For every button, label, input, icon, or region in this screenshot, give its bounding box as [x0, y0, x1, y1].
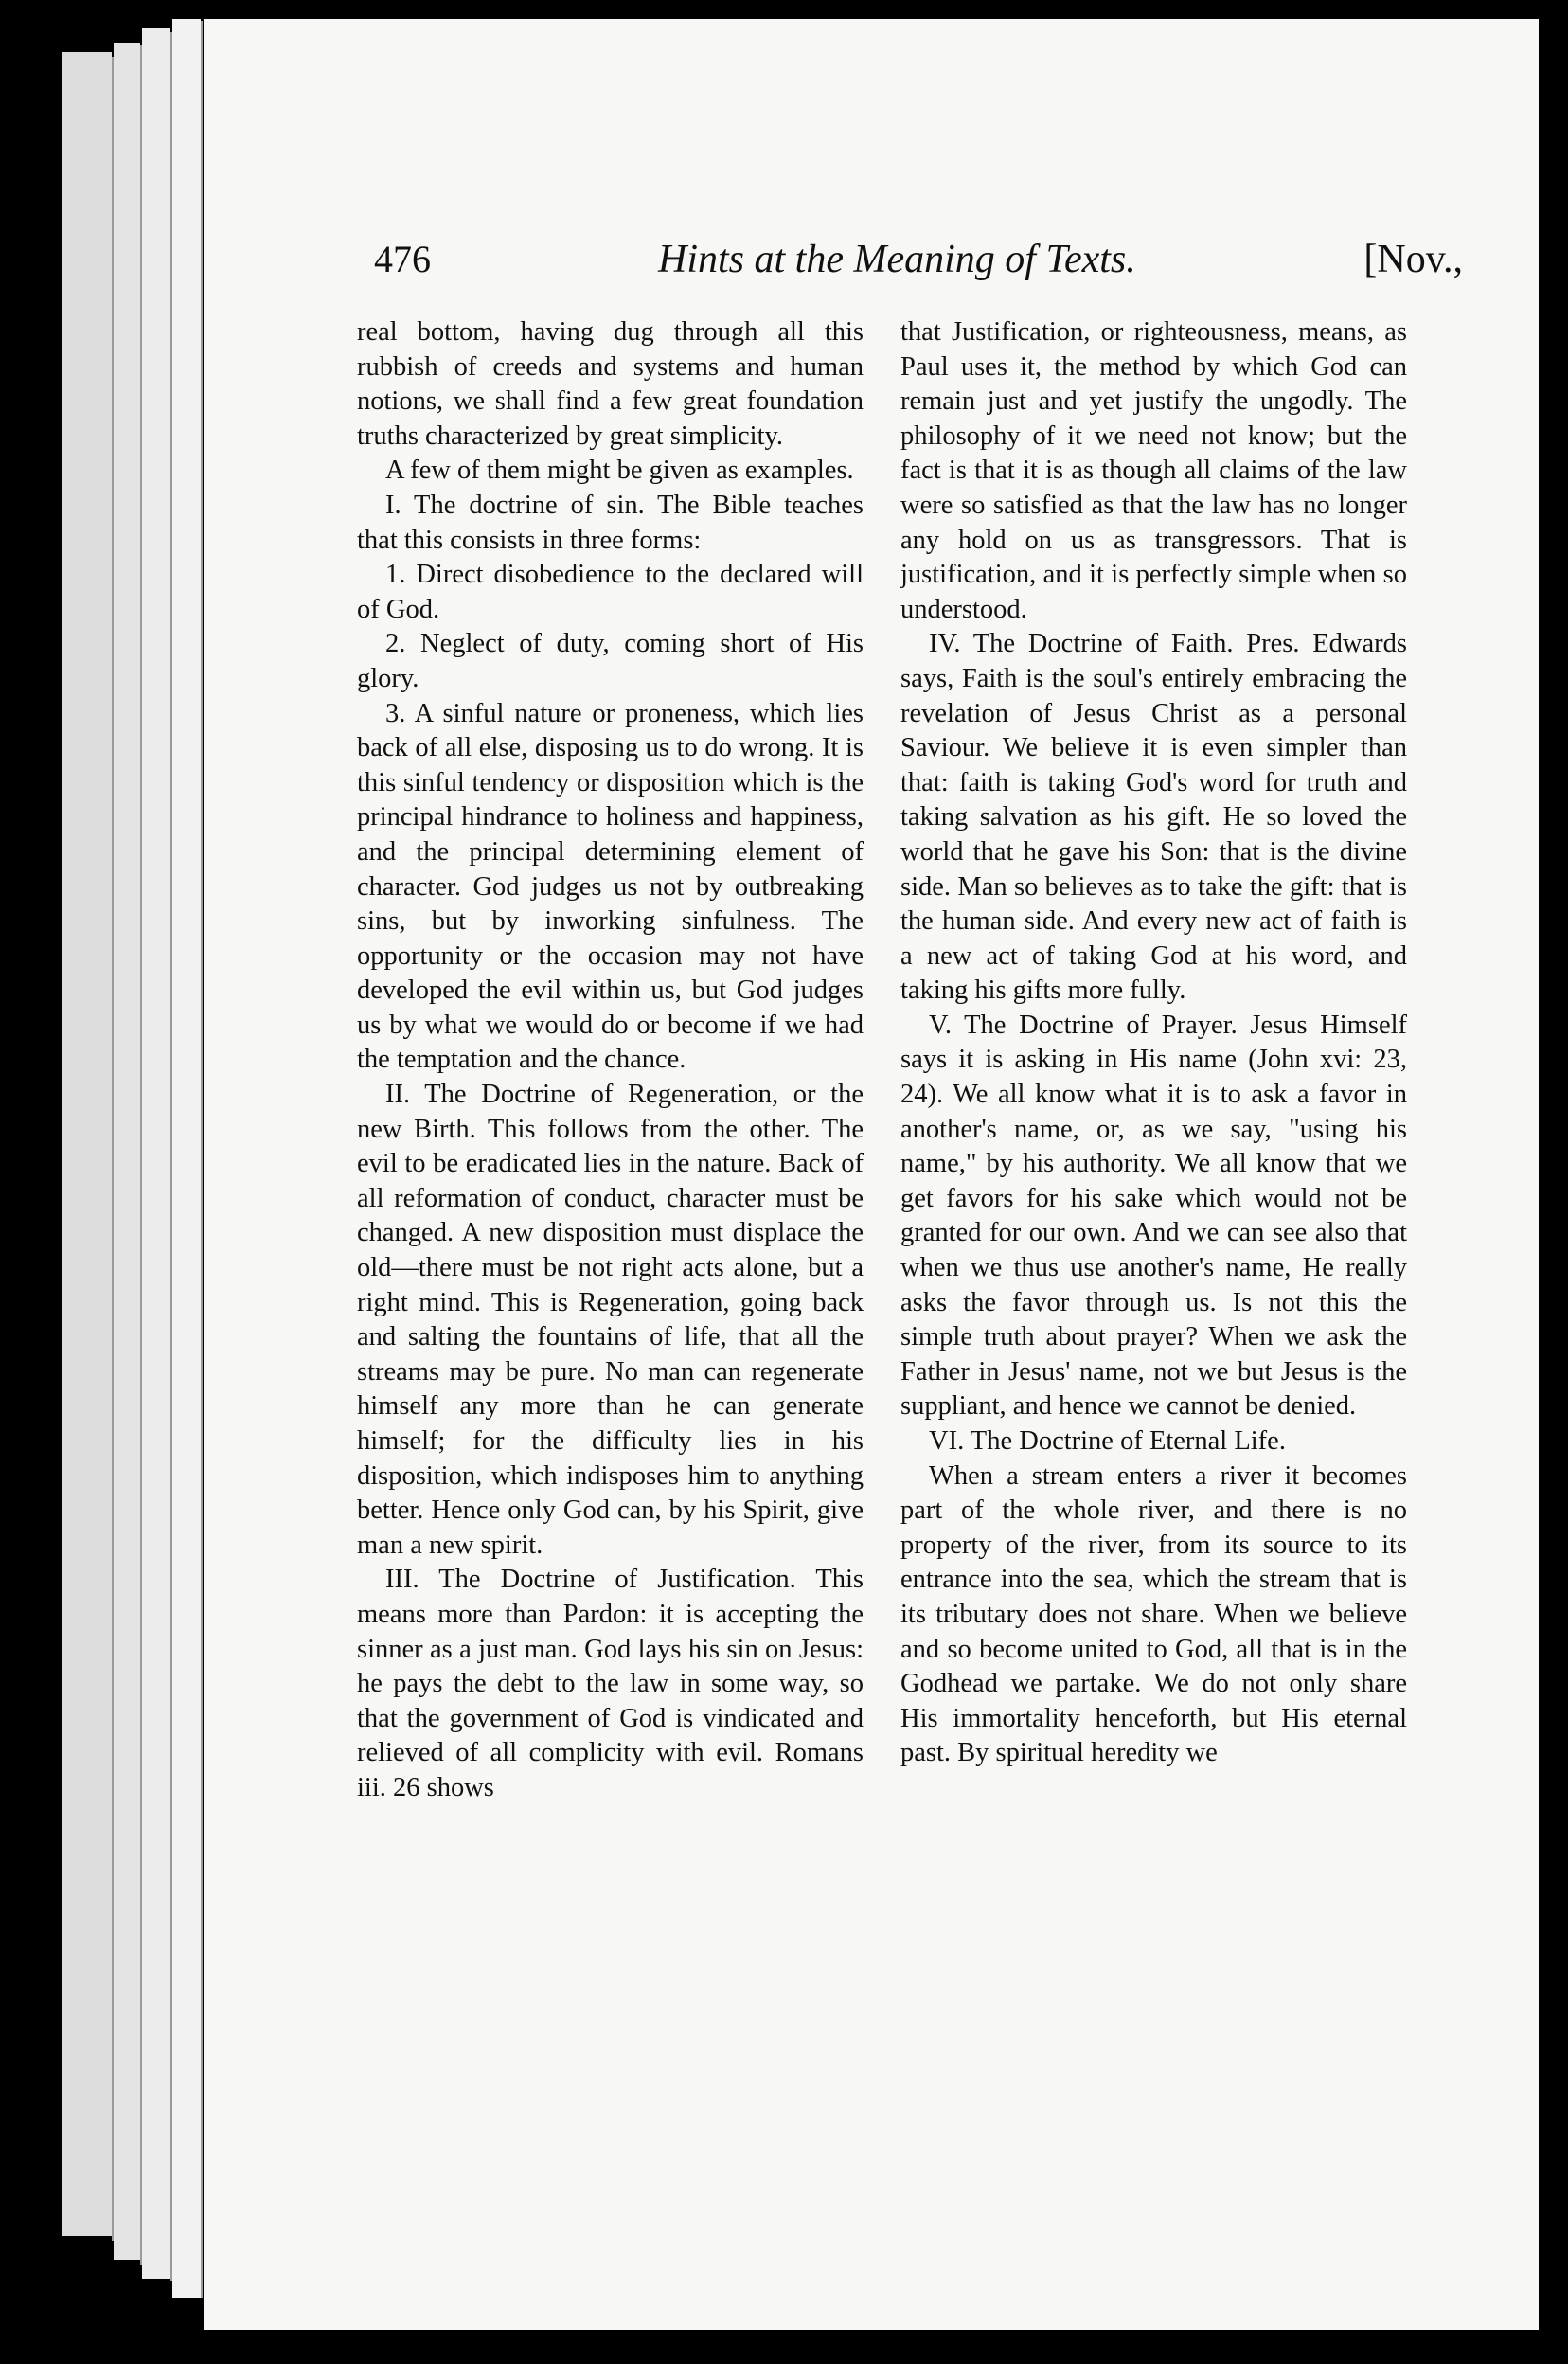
edge-divider — [112, 57, 114, 2241]
month-label: [Nov., — [1363, 238, 1463, 281]
edge-divider — [170, 32, 172, 2281]
left-column — [357, 315, 864, 1806]
list-item: 2. Neglect of duty, coming short of His glory. — [357, 629, 864, 693]
page-number: 476 — [374, 238, 431, 280]
running-title: Hints at the Meaning of Texts. — [658, 238, 1136, 281]
paragraph: I. The doctrine of sin. The Bible teaches that this consists in three forms: — [357, 490, 864, 555]
paragraph: II. The Doctrine of Regeneration, or the new Birth. This follows from the other. The evil to be eradicated lies in the nature. Back of all reformation of conduct, character must be changed. A new disposition must displace the old—there must be not right acts alone, but a right mind. This is Regeneration, going back and salting the fountains of life, that all the streams may be pure. No man can regenerate himself any more than he can generate himself; for the difficulty lies in his disposition, which indisposes him to anything better. Hence only God can, by his Spirit, give man a new spirit. — [357, 1080, 864, 1560]
edge-divider — [140, 45, 142, 2265]
section-heading: VI. The Doctrine of Eternal Life. — [929, 1426, 1286, 1456]
list-item: 1. Direct disobedience to the declared will of God. — [357, 560, 864, 624]
list-item: 3. A sinful nature or proneness, which lies back of all else, disposing us to do wrong. It is this sinful tendency or disposition which is the principal hindrance to holiness and happiness, and the principal determining element of character. God judges us not by outbreaking sins, but by inworking sinfulness. The opportunity or the occasion may not have developed the evil within us, but God judges us by what we would do or become if we had the temptation and the chance. — [357, 698, 864, 1075]
paragraph: V. The Doctrine of Prayer. Jesus Himself says it is asking in His name (John xvi: 23, 24). We all know what it is to ask a favor in another's name, or, as we say, "using his name," by his authority. We all know that we get favors for his sake which would not be granted for our own. And we can see also that when we thus use another's name, He really asks the favor through us. Is not this the simple truth about prayer? When we ask the Father in Jesus' name, not we but Jesus is the suppliant, and hence we cannot be denied. — [900, 1010, 1407, 1422]
paragraph: that Justification, or righteousness, means, as Paul uses it, the method by which God can remain just and yet justify the ungodly. The philosophy of it we need not know; but the fact is that it is as though all claims of the law were so satisfied as that the law has no longer any hold on us as transgressors. That is justification, and it is perfectly simple when so understood. — [900, 317, 1407, 624]
paragraph: real bottom, having dug through all this rubbish of creeds and systems and human notions, we shall find a few great foundation truths characterized by great simplicity. — [357, 317, 864, 451]
book-edge — [114, 43, 140, 2260]
book-edge — [172, 19, 201, 2298]
paragraph: A few of them might be given as examples. — [385, 456, 854, 486]
book-edge — [142, 28, 170, 2279]
scan-border — [1539, 0, 1568, 2364]
paragraph: III. The Doctrine of Justification. This means more than Pardon: it is accepting the sinner as a just man. God lays his sin on Jesus: he pays the debt to the law in some way, so that the government of God is vindicated and relieved of all complicity with evil. Romans iii. 26 shows — [357, 1565, 864, 1802]
right-column — [900, 315, 1407, 1771]
book-edge — [62, 52, 112, 2236]
edge-divider — [201, 21, 203, 2298]
paragraph: IV. The Doctrine of Faith. Pres. Edwards says, Faith is the soul's entirely embracing the revelation of Jesus Christ as a personal Saviour. We believe it is even simpler than that: faith is taking God's word for truth and taking salvation as his gift. He so loved the world that he gave his Son: that is the divine side. Man so believes as to take the gift: that is the human side. And every new act of faith is a new act of taking God at his word, and taking his gifts more fully. — [900, 629, 1407, 1006]
page-header — [374, 237, 1463, 294]
paragraph: When a stream enters a river it becomes part of the whole river, and there is no property of the river, from its source to its entrance into the sea, which the stream that is its tributary does not share. When we believe and so become united to God, all that is in the Godhead we partake. We do not only share His immortality henceforth, but His eternal past. By spiritual heredity we — [900, 1460, 1407, 1768]
